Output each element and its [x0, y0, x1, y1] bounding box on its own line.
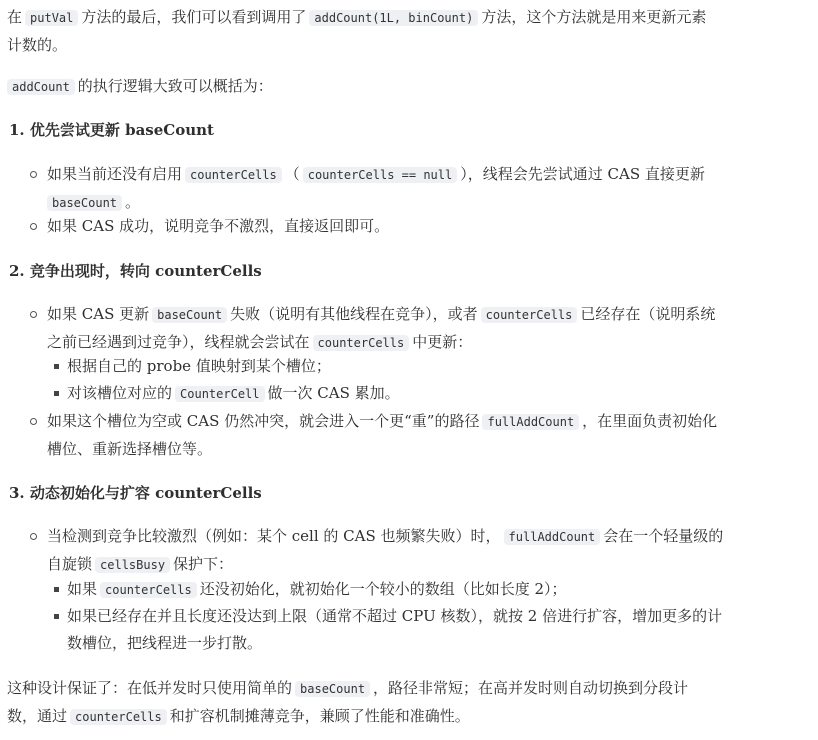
section-1-item-1	[47, 161, 807, 217]
item-text: 如果已经存在并且长度还没达到上限（通常不超过 CPU 核数），就按 2 倍进行扩容，增加更多的计	[67, 607, 723, 625]
conclusion-text: 这种设计保证了：在低并发时只使用简单的	[7, 679, 293, 697]
circle-bullet	[30, 311, 37, 318]
code-countercells: counterCells	[100, 582, 197, 598]
item-text: 保护下：	[173, 555, 234, 573]
section-2-item-1	[47, 301, 807, 357]
code-addcount: addCount	[7, 79, 75, 95]
logic-summary-paragraph	[7, 73, 812, 101]
square-bullet	[54, 614, 59, 619]
code-countercells: counterCells	[481, 307, 578, 323]
square-bullet	[54, 587, 59, 592]
item-text: 。	[125, 193, 141, 211]
logic-summary-text: 的执行逻辑大致可以概括为：	[77, 77, 273, 95]
conclusion-text: 和扩容机制摊薄竞争，兼顾了性能和准确性。	[169, 707, 470, 725]
item-text: 如果	[67, 580, 98, 598]
circle-bullet	[30, 171, 37, 178]
code-addcount-call: addCount(1L, binCount)	[309, 10, 478, 26]
code-basecount: baseCount	[295, 681, 370, 697]
item-text: 自旋锁	[47, 555, 93, 573]
circle-bullet	[30, 533, 37, 540]
code-countercell: CounterCell	[175, 386, 264, 402]
section-3-heading: 3. 动态初始化与扩容 counterCells	[9, 484, 262, 502]
item-text: 已经存在（说明系统	[580, 305, 716, 323]
conclusion-text: ，路径非常短；在高并发时则自动切换到分段计	[373, 679, 689, 697]
code-putval: putVal	[25, 10, 78, 26]
item-text: 如果 CAS 更新	[47, 305, 150, 323]
square-bullet	[54, 391, 59, 396]
intro-text-1: 在	[7, 8, 23, 26]
item-text: 对该槽位对应的	[67, 384, 173, 402]
item-text: ），线程会先尝试通过 CAS 直接更新	[460, 165, 705, 183]
conclusion-text: 数，通过	[7, 707, 68, 725]
code-countercells: counterCells	[70, 709, 167, 725]
item-text: 做一次 CAS 累加。	[267, 384, 400, 402]
code-countercells-null: counterCells == null	[303, 167, 458, 183]
code-cellsbusy: cellsBusy	[95, 557, 170, 573]
section-1-heading: 1. 优先尝试更新 baseCount	[9, 121, 214, 139]
code-fulladdcount: fullAddCount	[504, 529, 601, 545]
item-text: 当检测到竞争比较激烈（例如：某个 cell 的 CAS 也频繁失败）时，	[47, 527, 501, 545]
section-2-heading: 2. 竞争出现时，转向 counterCells	[9, 262, 262, 280]
code-basecount: baseCount	[47, 195, 122, 211]
section-3-subitem-2	[67, 603, 807, 657]
item-text: 之前已经遇到过竞争），线程就会尝试在	[47, 333, 310, 351]
item-text: 数槽位，把线程进一步打散。	[67, 634, 263, 652]
section-3-subitem-1	[67, 576, 807, 604]
section-2-item-2	[47, 408, 807, 463]
section-1-item-2	[47, 213, 807, 240]
item-text: 根据自己的 probe 值映射到某个槽位；	[67, 357, 331, 375]
item-text: 失败（说明有其他线程在竞争），或者	[230, 305, 478, 323]
item-text: 槽位、重新选择槽位等。	[47, 440, 213, 458]
item-text: 中更新：	[412, 333, 473, 351]
code-countercells: counterCells	[185, 167, 282, 183]
conclusion-paragraph	[7, 675, 812, 731]
section-2-subitem-2	[67, 380, 807, 408]
section-2-subitem-1	[67, 353, 807, 380]
square-bullet	[54, 364, 59, 369]
intro-text-3: 方法，这个方法就是用来更新元素	[481, 8, 707, 26]
circle-bullet	[30, 418, 37, 425]
intro-text-2: 方法的最后，我们可以看到调用了	[81, 8, 307, 26]
item-text: （	[284, 165, 300, 183]
circle-bullet	[30, 223, 37, 230]
code-countercells: counterCells	[313, 335, 410, 351]
item-text: 如果 CAS 成功，说明竞争不激烈，直接返回即可。	[47, 217, 390, 235]
section-3-item-1	[47, 523, 807, 579]
intro-paragraph	[7, 4, 812, 59]
item-text: 如果这个槽位为空或 CAS 仍然冲突，就会进入一个更“重”的路径	[47, 412, 480, 430]
item-text: 还没初始化，就初始化一个较小的数组（比如长度 2）；	[199, 580, 567, 598]
item-text: 如果当前还没有启用	[47, 165, 183, 183]
code-fulladdcount: fullAddCount	[482, 414, 579, 430]
item-text: ，在里面负责初始化	[582, 412, 718, 430]
code-basecount: baseCount	[152, 307, 227, 323]
item-text: 会在一个轻量级的	[603, 527, 724, 545]
intro-text-4: 计数的。	[7, 36, 68, 54]
